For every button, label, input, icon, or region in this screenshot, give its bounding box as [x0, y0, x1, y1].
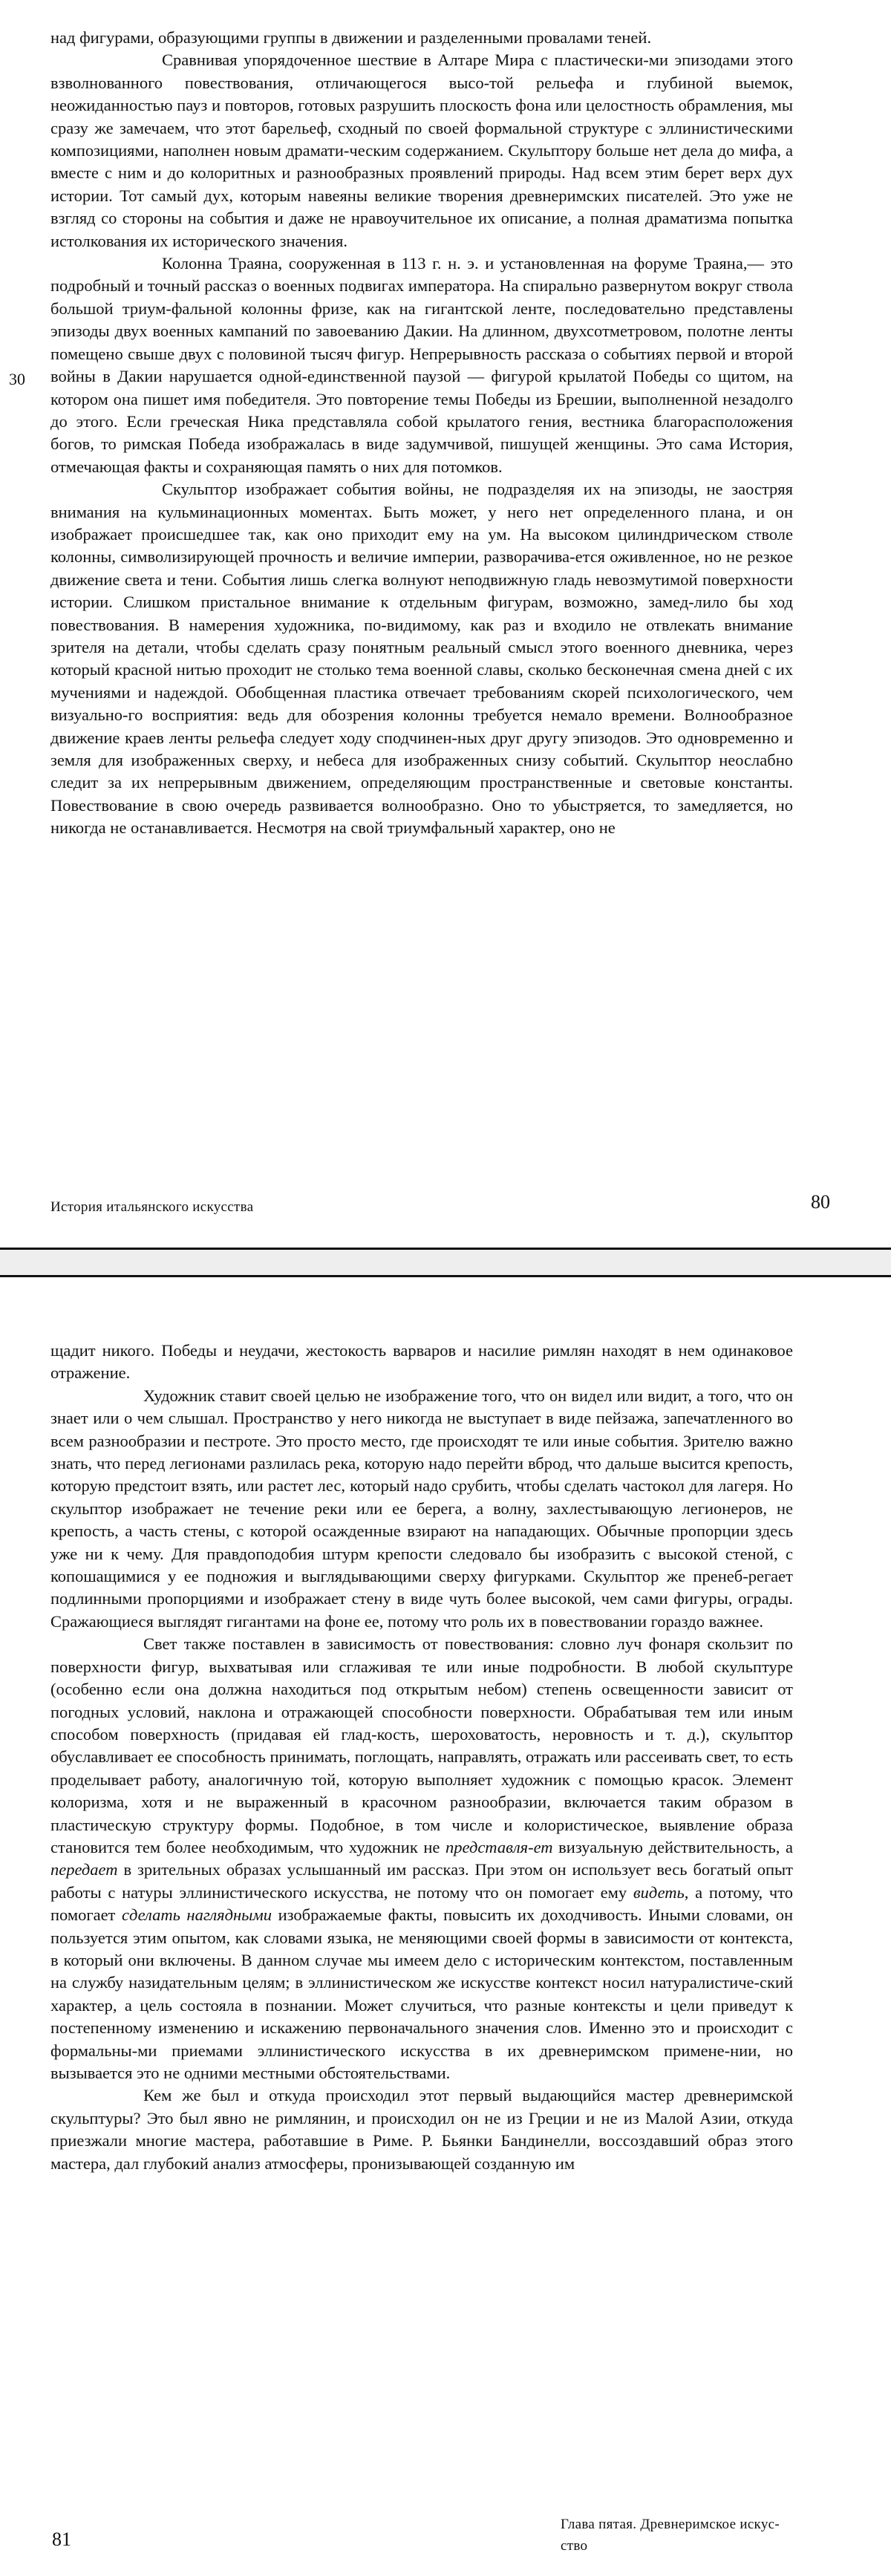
page-81-text: [50, 1340, 793, 2175]
running-footer-title: История итальянского искусства: [50, 1199, 254, 1215]
page-number: 81: [52, 2528, 71, 2550]
paragraph: Сравнивая упорядоченное шествие в Алтаре Мира с пластически-ми эпизодами этого взволнованного повествования, отличающегося высо-той рельефа и глубиной выемок, неожиданностью пауз и повторов, готовых разрушить плоскость фона или целостность обрамления, мы сразу же замечаем, что этот барельеф, сходный по своей формальной структуре с эллинистическими композициями, наполнен новым драмати-ческим содержанием. Скульптору больше нет дела до мифа, а вместе с ним и до колоритных и разнообразных проявлений природы. Над всем этим берет верх дух истории. Тот самый дух, которым навеяны великие творения древнеримских писателей. Это уже не взгляд со стороны на события и даже не нравоучительное их описание, а полная драматизма попытка истолкования их исторического значения.: [50, 50, 793, 250]
text-run: изображаемые факты, повысить их доходчивость. Иными словами, он пользуется этим опытом, как словами языка, не меняющими своей формы в зависимости от контекста, в который они включены. В данном случае мы имеем дело с историческим контекстом, поставленным на службу назидательным целям; в эллинистическом же искусстве контекст носил натуралистиче-ский характер, а цель состояла в познании. Может случиться, что разные контексты и цели приведут к постепенному изменению и искажению первоначального значения слов. Именно это и происходит с формальны-ми приемами эллинистического искусства в их древнеримском примене-нии, но вызывается это не одними местными обстоятельствами.: [50, 1905, 793, 2082]
paragraph: [50, 1633, 793, 2084]
page-80-text: [50, 27, 793, 840]
italic-text: сделать наглядными: [121, 1905, 272, 1925]
paragraph: Кем же был и откуда происходил этот первый выдающийся мастер древнеримской скульптуры? Это был явно не римлянин, и происходил он не из Греции и не из Малой Азии, откуда приезжали многие мастера, работавшие в Риме. Р. Бьянки Бандинелли, воссоздавший образ этого мастера, дал глубокий анализ атмосферы, пронизывающей созданную им: [50, 2086, 793, 2173]
paragraph: Скульптор изображает события войны, не подразделяя их на эпизоды, не заостряя внимания на кульминационных моментах. Быть может, у него нет определенного плана, и он изображает происшедшее так, как оно приходит ему на ум. На высоком цилиндрическом стволе колонны, символизирующей прочность и величие империи, разворачива-ется оживленное, но не резкое движение света и тени. События лишь слегка волнуют неподвижную гладь невозмутимой поверхности истории. Слишком пристальное внимание к отдельным фигурам, возможно, замед-лило бы ход повествования. В намерения художника, по-видимому, как раз и входило не отвлекать внимание зрителя на детали, чтобы сделать сразу понятным реальный смысл этого военного дневника, через который красной нитью проходит не столько тема военной славы, сколько бесконечная смена дней с их мучениями и надеждой. Обобщенная пластика отвечает требованиям скорей психологического, чем визуально-го восприятия: ведь для обозрения колонны требуется немало времени. Волнообразное движение краев ленты рельефа следует ходу сподчинен-ных друг другу эпизодов. Это одновременно и земля для изображенных сверху, и небеса для изображенных снизу событий. Скульптор неослабно следит за их непрерывным движением, определяющим пространственные и световые константы. Повествование в свою очередь развивается волнообразно. Оно то убыстряется, то замедляется, но никогда не останавливается. Несмотря на свой триумфальный характер, оно не: [50, 480, 793, 838]
paragraph: над фигурами, образующими группы в движении и разделенными провалами теней.: [50, 28, 652, 47]
page-number: 80: [811, 1191, 830, 1213]
italic-text: представля-ет: [446, 1837, 553, 1856]
running-footer-title: Глава пятая. Древнеримское искус-ство: [561, 2517, 780, 2554]
text-run: визуальную действительность, а: [552, 1837, 794, 1856]
margin-line-number: 30: [9, 370, 25, 388]
italic-text: передает: [50, 1860, 118, 1879]
page-80: [0, 0, 891, 1248]
paragraph: Колонна Траяна, сооруженная в 113 г. н. э. и установленная на форуме Траяна,— это подробный и точный рассказ о военных подвигах императора. На спирально развернутом вокруг ствола большой триум-фальной колонны фризе, как на гигантской ленте, последовательно представлены эпизоды двух военных кампаний по завоеванию Дакии. На длинном, двухсотметровом, полотне ленты помещено свыше двух с половиной тысяч фигур. Непрерывность рассказа о событиях первой и второй войны в Дакии нарушается одной-единственной паузой — фигурой крылатой Победы со щитом, на котором она пишет имя победителя. Это повторение темы Победы из Брешии, выполненной незадолго до этого. Если греческая Ника представляла собой крылатого гения, вестника благорасположения богов, то римская Победа изображалась в виде задумчивой, пишущей женщины. Это сама История, отмечающая факты и сохраняющая память о них для потомков.: [50, 254, 793, 476]
text-run: в зрительных образах услышанный им рассказ. При этом он использует весь богатый опыт работы с натуры эллинистического искусства, не потому что он помогает ему: [50, 1860, 793, 1902]
page-separator: [0, 1248, 891, 1277]
page-81: [0, 1277, 891, 2576]
divider: [0, 1248, 891, 1250]
paragraph: Художник ставит своей целью не изображение того, что он видел или видит, а того, что он знает или о чем слышал. Пространство у него никогда не выступает в виде пейзажа, запечатленного во всем разнообразии и пестроте. Это просто место, где происходят те или иные события. Зрителю важно знать, что перед легионами разлилась река, которую надо перейти вброд, что дальше высится крепость, которую предстоит взять, или растет лес, который надо срубить, чтобы сделать частокол для лагеря. Но скульптор изображает не течение реки или ее берега, а волну, захлестывающую легионеров, не крепость, а часть стены, с которой осажденные взирают на нападающих. Обычные пропорции здесь уже ни к чему. Для правдоподобия штурм крепости следовало бы изобразить с высокой стеной, с копошащимися у ее подножия и выглядывающими сверху фигурками. Скульптор же пренеб-регает подлинными пропорциями и изображает стену в виде чуть более высокой, чем сами фигуры, ограды. Сражающиеся выглядят гигантами на фоне ее, потому что роль их в повествовании гораздо важнее.: [50, 1386, 793, 1631]
text-run: Свет также поставлен в зависимость от повествования: словно луч фонаря скользит по поверхности фигур, выхватывая или сглаживая те или иные подробности. В любой скульптуре (особенно если она должна находиться под открытым небом) степень освещенности зависит от погодных условий, наклона и отражающей способности поверхности. Обрабатывая тем или иным способом поверхность (придавая ей глад-кость, шероховатость, неровность и т. д.), скульптор обуславливает ее способность принимать, поглощать, направлять, отражать или рассеивать свет, то есть проделывает работу, аналогичную той, которую выполняет художник с помощью красок. Элемент колоризма, хотя и не выраженный в красочном разнообразии, включается таким образом в пластическую структуру формы. Подобное, в том числе и колористическое, выявление образа становится тем более необходимым, что художник не: [50, 1634, 793, 1856]
italic-text: видеть: [633, 1882, 685, 1902]
paragraph: щадит никого. Победы и неудачи, жестокость варваров и насилие римлян находят в нем одинаковое отражение.: [50, 1341, 793, 1383]
text-run: , а потому, что помогает: [50, 1882, 793, 1925]
